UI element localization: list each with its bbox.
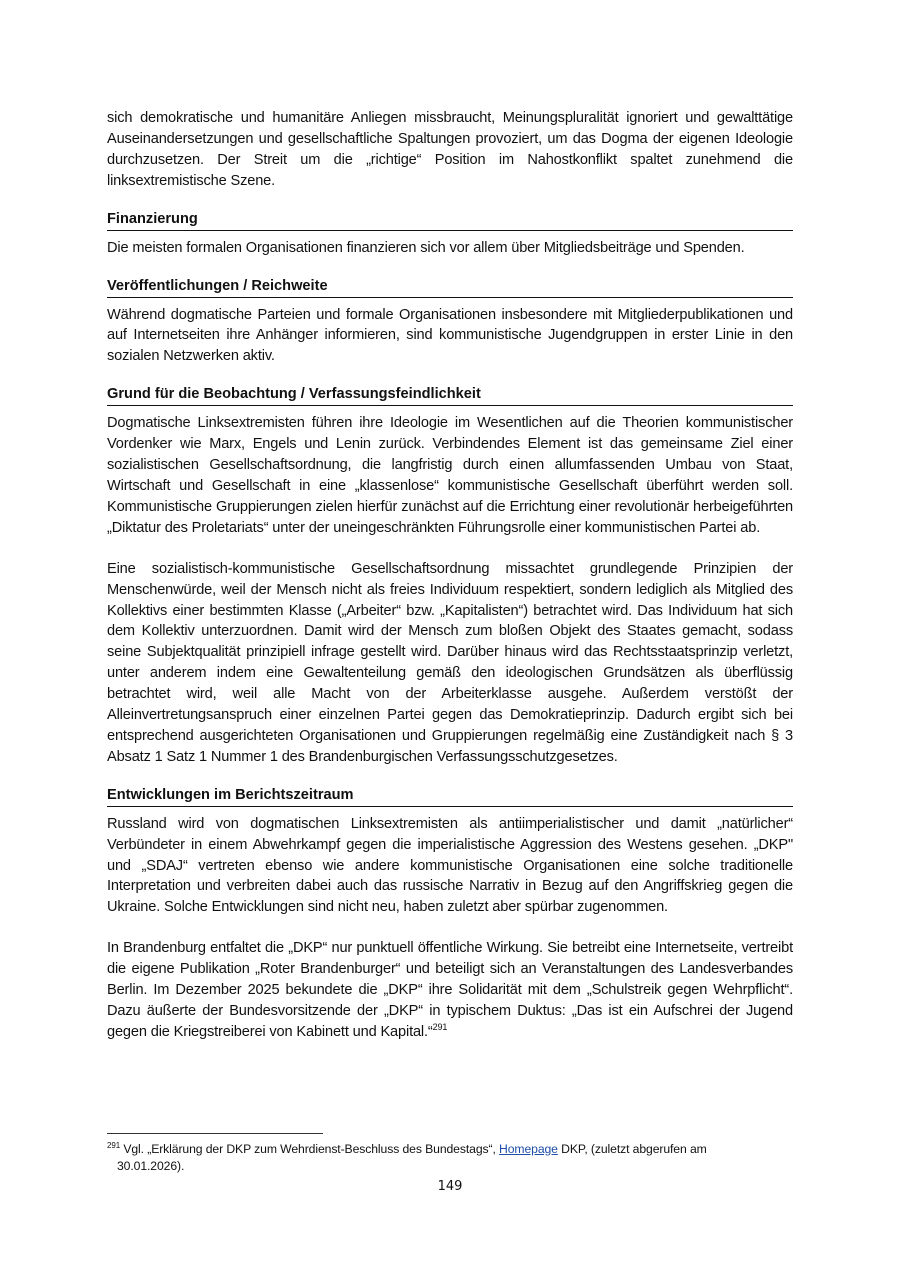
page-body [107,108,793,1043]
finanzierung-paragraph: Die meisten formalen Organisationen finanzieren sich vor allem über Mitgliedsbeiträge und Spenden. [107,239,745,256]
entwicklungen-paragraph-1: Russland wird von dogmatischen Linksextremisten als antiimperialistischer und damit „natürlicher“ Verbündeter in einem Abwehrkampf gegen die imperialistische Aggression des Westens gesehen. „DKP" und „SDAJ“ vertreten ebenso wie andere kommunistische Organisationen eine solche traditionelle Interpretation und verbreiten dabei auch das russische Narrativ in Bezug auf den Angriffskrieg gegen die Ukraine. Solche Entwicklungen sind nicht neu, haben zuletzt aber spürbar zugenommen. [107,815,793,916]
grund-paragraph-1: Dogmatische Linksextremisten führen ihre Ideologie im Wesentlichen auf die Theorien kommunistischer Vordenker wie Marx, Engels und Lenin zurück. Verbindendes Element ist das gemeinsame Ziel einer sozialistischen Gesellschaftsordnung, die langfristig durch einen allumfassenden Umbau von Staat, Wirtschaft und Gesellschaft in eine „klassenlose“ kommunistische Gesellschaft überführt werden soll. Kommunistische Gruppierungen zielen hierfür zunächst auf die Errichtung einer revolutionär herbeigeführten „Diktatur des Proletariats“ unter der uneingeschränkten Führungsrolle einer kommunistischen Partei ab. [107,415,793,536]
footnote-line-1 [107,1141,787,1158]
footnote-number: 291 [107,1140,121,1150]
entwicklungen-paragraph-2-text: In Brandenburg entfaltet die „DKP“ nur punktuell öffentliche Wirkung. Sie betreibt eine Internetseite, vertreibt die eigene Publikation „Roter Brandenburger“ und beteiligt sich an Veranstaltungen des Landesverbandes Berlin. Im Dezember 2025 bekundete die „DKP“ ihre Solidarität mit dem „Schulstreik gegen Wehrpflicht“. Dazu äußerte der Bundesvorsitzende der „DKP“ in typischem Duktus: „Das ist ein Aufschrei der Jugend gegen die Kriegstreiberei von Kabinett und Kapital.“ [107,940,793,1040]
footnote-reference[interactable]: 291 [432,1022,448,1033]
heading-finanzierung: Finanzierung [107,210,793,231]
footnote-text-before: Vgl. „Erklärung der DKP zum Wehrdienst-Beschluss des Bundestags“, [120,1142,500,1156]
veroeffentlichungen-paragraph: Während dogmatische Parteien und formale Organisationen insbesondere mit Mitgliederpublikationen und auf Internetseiten ihre Anhänger informieren, sind kommunistische Jugendgruppen in erster Linie in den sozialen Netzwerken aktiv. [107,306,793,365]
grund-paragraph-2: Eine sozialistisch-kommunistische Gesellschaftsordnung missachtet grundlegende Prinzipien der Menschenwürde, weil der Mensch nicht als freies Individuum respektiert, sondern lediglich als Mitglied des Kollektivs einer bestimmten Klasse („Arbeiter“ bzw. „Kapitalisten“) betrachtet wird. Das Individuum hat sich dem Kollektiv unterzuordnen. Damit wird der Mensch zum bloßen Objekt des Staates gemacht, sodass seine Subjektqualität prinzipiell infrage gestellt wird. Darüber hinaus wird das Rechtsstaatsprinzip verletzt, unter anderem indem eine Gewaltenteilung gemäß den ideologischen Grundsätzen als überflüssig betrachtet wird, weil alle Macht von der Arbeiterklasse ausgehe. Außerdem verstößt der Alleinvertretungsanspruch einer einzelnen Partei gegen das Demokratieprinzip. Dadurch ergibt sich bei entsprechend ausgerichteten Organisationen und Gruppierungen regelmäßig eine Zuständigkeit nach § 3 Absatz 1 Satz 1 Nummer 1 des Brandenburgischen Verfassungsschutzgesetzes. [107,560,793,765]
entwicklungen-paragraph-2 [107,938,793,1043]
page-number: 149 [437,1179,463,1194]
heading-grund: Grund für die Beobachtung / Verfassungsfeindlichkeit [107,385,793,406]
heading-entwicklungen: Entwicklungen im Berichtszeitraum [107,786,793,807]
intro-paragraph: sich demokratische und humanitäre Anliegen missbraucht, Meinungspluralität ignoriert und gewalttätige Auseinandersetzungen und gesellschaftliche Spaltungen provoziert, um das Dogma der eigenen Ideologie durchzusetzen. Der Streit um die „richtige“ Position im Nahostkonflikt spaltet zunehmend die linksextremistische Szene. [107,110,793,189]
footnote [107,1141,787,1175]
footnote-separator [107,1133,323,1134]
footnote-text-after: DKP, (zuletzt abgerufen am [557,1142,707,1156]
homepage-link[interactable]: Homepage [499,1142,558,1156]
footnote-line-2: 30.01.2026). [117,1159,185,1173]
heading-veroeffentlichungen: Veröffentlichungen / Reichweite [107,277,793,298]
